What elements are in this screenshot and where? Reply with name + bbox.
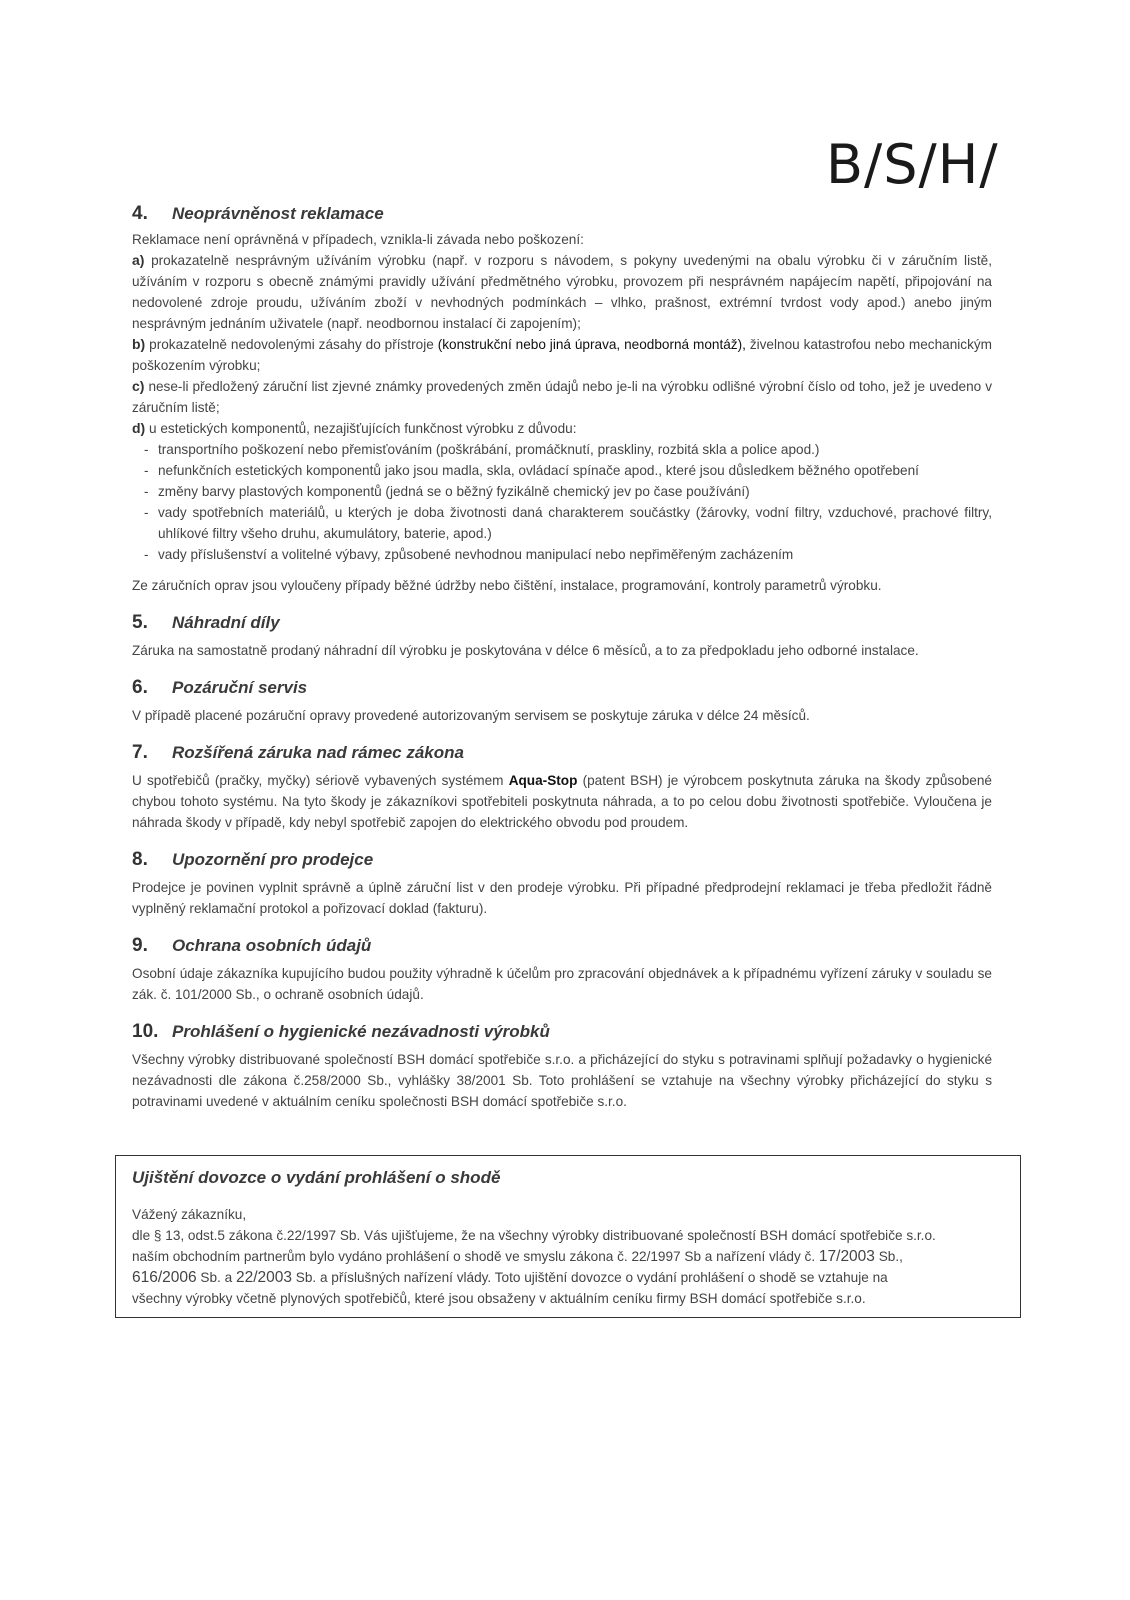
section-number: 6. [132,677,148,698]
clause-text: nese-li předložený záruční list zjevné známky provedených změn údajů nebo je-li na výrobku odlišné výrobní číslo od toho, jež je uvedeno v záručním listě; [132,379,992,415]
text-run: Sb. a příslušných nařízení vlády. Toto ujištění dovozce o vydání prohlášení o shodě se vztahuje na [291,1270,888,1285]
section-4-intro: Reklamace není oprávněná v případech, vznikla-li závada nebo poškození: [132,232,584,247]
text-run: (patent BSH) je výrobcem poskytnuta záruka na škody způsobené chybou tohoto systému. Na tyto škody je zákazníkovi spotřebiteli poskytnuta náhrada, a to po celou dobu životnosti spotřebiče. Vyloučena je náhrada škody v případě, kdy nebyl spotřebič zapojen do elektrického obvodu pod proudem. [132,773,992,830]
section-4-heading [132,203,992,225]
section-8 [132,849,992,919]
regulation-number: 22/2003 [235,1269,292,1286]
clause-b [132,334,992,376]
list-item: - změny barvy plastových komponentů (jedná se o běžný fyzikálně chemický jev po čase používání) [144,481,992,502]
document-body [132,203,992,1112]
section-10-text: Všechny výrobky distribuované společností BSH domácí spotřebiče s.r.o. a přicházející do styku s potravinami splňují požadavky o hygienické nezávadnosti dle zákona č.258/2000 Sb., vyhlášky 38/2001 Sb. Toto prohlášení se vztahuje na všechny výrobky přicházející do styku s potravinami uvedené v aktuálním ceníku společnosti BSH domácí spotřebiče s.r.o. [132,1052,992,1109]
section-9-text: Osobní údaje zákazníka kupujícího budou použity výhradně k účelům pro zpracování objednávek a k případnému vyřízení záruky v souladu se zák. č. 101/2000 Sb., o ochraně osobních údajů. [132,966,992,1002]
declaration-line [132,1267,1004,1288]
section-title: Prohlášení o hygienické nezávadnosti výrobků [172,1022,550,1041]
declaration-line: všechny výrobky včetně plynových spotřebičů, které jsou obsaženy v aktuálním ceníku firmy BSH domácí spotřebiče s.r.o. [132,1291,866,1306]
section-6-heading [132,677,992,699]
clause-label: c) [132,378,145,394]
section-6-text: V případě placené pozáruční opravy provedené autorizovaným servisem se poskytuje záruka v délce 24 měsíců. [132,708,810,723]
list-item: - vady spotřebních materiálů, u kterých je doba životnosti daná charakterem součástky (žárovky, vodní filtry, vzduchové, prachové filtry, uhlíkové filtry všeho druhu, akumulátory, baterie, apod.) [144,502,992,544]
section-9-heading [132,935,992,957]
section-number: 10. [132,1021,159,1042]
clause-text-emphasis: (konstrukční nebo jiná úprava, neodborná montáž), [437,337,746,352]
clause-text: prokazatelně nesprávným užíváním výrobku (např. v rozporu s návodem, s pokyny uvedenými na obalu výrobku či v záručním listě, užíváním v rozporu s obecně známými pravidly užívání předmětného výrobku, provozem při nesprávném napájecím napětí, připojování na nedovolené zdroje proudu, užíváním zboží v nevhodných podmínkách – vlhko, prašnost, extrémní tvrdost vody apod.) anebo jiným nesprávným jednáním uživatele (např. neodbornou instalací či zapojením); [132,253,993,331]
section-4 [132,203,992,596]
declaration-greeting: Vážený zákazníku, [132,1207,247,1222]
section-number: 8. [132,849,148,870]
clause-d-list [132,439,992,565]
text-run: Sb. a [196,1270,236,1285]
section-6 [132,677,992,726]
text-run: Sb., [874,1249,903,1264]
regulation-number: 616/2006 [132,1269,197,1286]
clause-label: a) [132,252,145,268]
list-item: - vady příslušenství a volitelné výbavy, způsobené nevhodnou manipulací nebo nepřiměřeným zacházením [144,544,992,565]
section-8-heading [132,849,992,871]
section-4-outro: Ze záručních oprav jsou vyloučeny případy běžné údržby nebo čištění, instalace, programování, kontroly parametrů výrobku. [132,578,882,593]
section-title: Neoprávněnost reklamace [172,204,384,223]
clause-text: živelnou katastrofou nebo mechanickým poškozením výrobku; [132,337,992,373]
section-number: 4. [132,203,148,224]
section-9 [132,935,992,1005]
section-10 [132,1021,992,1112]
section-5-text: Záruka na samostatně prodaný náhradní díl výrobku je poskytována v délce 6 měsíců, a to za předpokladu jeho odborné instalace. [132,643,919,658]
section-title: Pozáruční servis [172,678,308,697]
section-7-text [132,770,992,833]
section-8-text: Prodejce je povinen vyplnit správně a úplně záruční list v den prodeje výrobku. Při případné předprodejní reklamaci je třeba předložit řádně vyplněný reklamační protokol a pořizovací doklad (fakturu). [132,880,992,916]
clause-d [132,418,992,439]
clause-c [132,376,992,418]
section-title: Rozšířená záruka nad rámec zákona [172,743,464,762]
clause-a [132,250,992,334]
aqua-stop-label: Aqua-Stop [508,773,578,788]
declaration-box [115,1155,1021,1318]
section-5 [132,612,992,661]
section-title: Náhradní díly [172,613,280,632]
section-number: 9. [132,935,148,956]
section-number: 7. [132,742,148,763]
section-7-heading [132,742,992,764]
section-7 [132,742,992,833]
text-run: U spotřebičů (pračky, myčky) sériově vybavených systémem [132,773,509,788]
section-10-heading [132,1021,992,1043]
clause-label: b) [132,336,146,352]
clause-text: u estetických komponentů, nezajišťujících funkčnost výrobku z důvodu: [149,421,577,436]
declaration-line: dle § 13, odst.5 zákona č.22/1997 Sb. Vás ujišťujeme, že na všechny výrobky distribuované společností BSH domácí spotřebiče s.r.o. [132,1228,936,1243]
clause-text: prokazatelně nedovolenými zásahy do přístroje [149,337,438,352]
section-title: Upozornění pro prodejce [172,850,374,869]
section-number: 5. [132,612,148,633]
section-title: Ochrana osobních údajů [172,936,372,955]
bsh-logo: B/S/H/ [826,133,999,196]
declaration-title: Ujištění dovozce o vydání prohlášení o shodě [132,1168,501,1187]
text-run: naším obchodním partnerům bylo vydáno prohlášení o shodě ve smyslu zákona č. 22/1997 Sb a nařízení vlády č. [132,1249,819,1264]
declaration-line [132,1246,1004,1267]
clause-label: d) [132,420,146,436]
list-item: - transportního poškození nebo přemisťováním (poškrábání, promáčknutí, praskliny, rozbitá skla a police apod.) [144,439,992,460]
regulation-number: 17/2003 [818,1248,875,1265]
section-5-heading [132,612,992,634]
list-item: - nefunkčních estetických komponentů jako jsou madla, skla, ovládací spínače apod., které jsou důsledkem běžného opotřebení [144,460,992,481]
